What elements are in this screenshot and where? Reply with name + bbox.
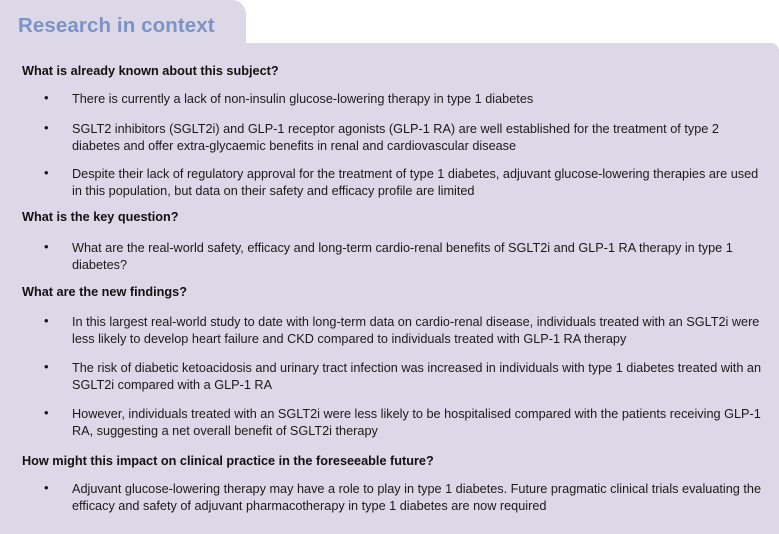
- list-item-text: Despite their lack of regulatory approval for the treatment of type 1 diabetes, adjuvant glucose-lowering therapies are used in this population, but data on their safety and efficacy profile are limited: [72, 167, 759, 198]
- bullet: •: [44, 239, 49, 254]
- list-item-text: In this largest real-world study to date with long-term data on cardio-renal disease, individuals treated with an SGLT2i were less likely to develop heart failure and CKD compared to individuals treated with GLP-1 RA therapy: [72, 315, 760, 346]
- header-tab: [0, 0, 246, 44]
- bullet: •: [44, 165, 49, 180]
- box-title: Research in context: [18, 14, 215, 37]
- list-item-text: What are the real-world safety, efficacy and long-term cardio-renal benefits of SGLT2i and GLP-1 RA therapy in type 1 diabetes?: [72, 241, 733, 272]
- bullet: •: [44, 480, 49, 495]
- list-item-text: Adjuvant glucose-lowering therapy may have a role to play in type 1 diabetes. Future pragmatic clinical trials evaluating the efficacy and safety of adjuvant pharmacotherapy in type 1 diabetes are now required: [72, 482, 762, 513]
- bullet: •: [44, 313, 49, 328]
- section-question: How might this impact on clinical practice in the foreseeable future?: [22, 454, 434, 468]
- list-item-text: SGLT2 inhibitors (SGLT2i) and GLP-1 receptor agonists (GLP-1 RA) are well established for the treatment of type 2 diabetes and offer extra-glycaemic benefits in renal and cardiovascular disease: [72, 122, 719, 153]
- bullet: •: [44, 359, 49, 374]
- section-question: What are the new findings?: [22, 285, 187, 299]
- list-item-text: However, individuals treated with an SGLT2i were less likely to be hospitalised compared with the patients receiving GLP-1 RA, suggesting a net overall benefit of SGLT2i therapy: [72, 407, 761, 438]
- list-item-text: The risk of diabetic ketoacidosis and urinary tract infection was increased in individuals with type 1 diabetes treated with an SGLT2i compared with a GLP-1 RA: [72, 361, 762, 392]
- bullet: •: [44, 90, 49, 105]
- section-question: What is the key question?: [22, 210, 179, 224]
- section-question: What is already known about this subject?: [22, 64, 279, 78]
- list-item-text: There is currently a lack of non-insulin glucose-lowering therapy in type 1 diabetes: [72, 92, 534, 106]
- bullet: •: [44, 120, 49, 135]
- bullet: •: [44, 405, 49, 420]
